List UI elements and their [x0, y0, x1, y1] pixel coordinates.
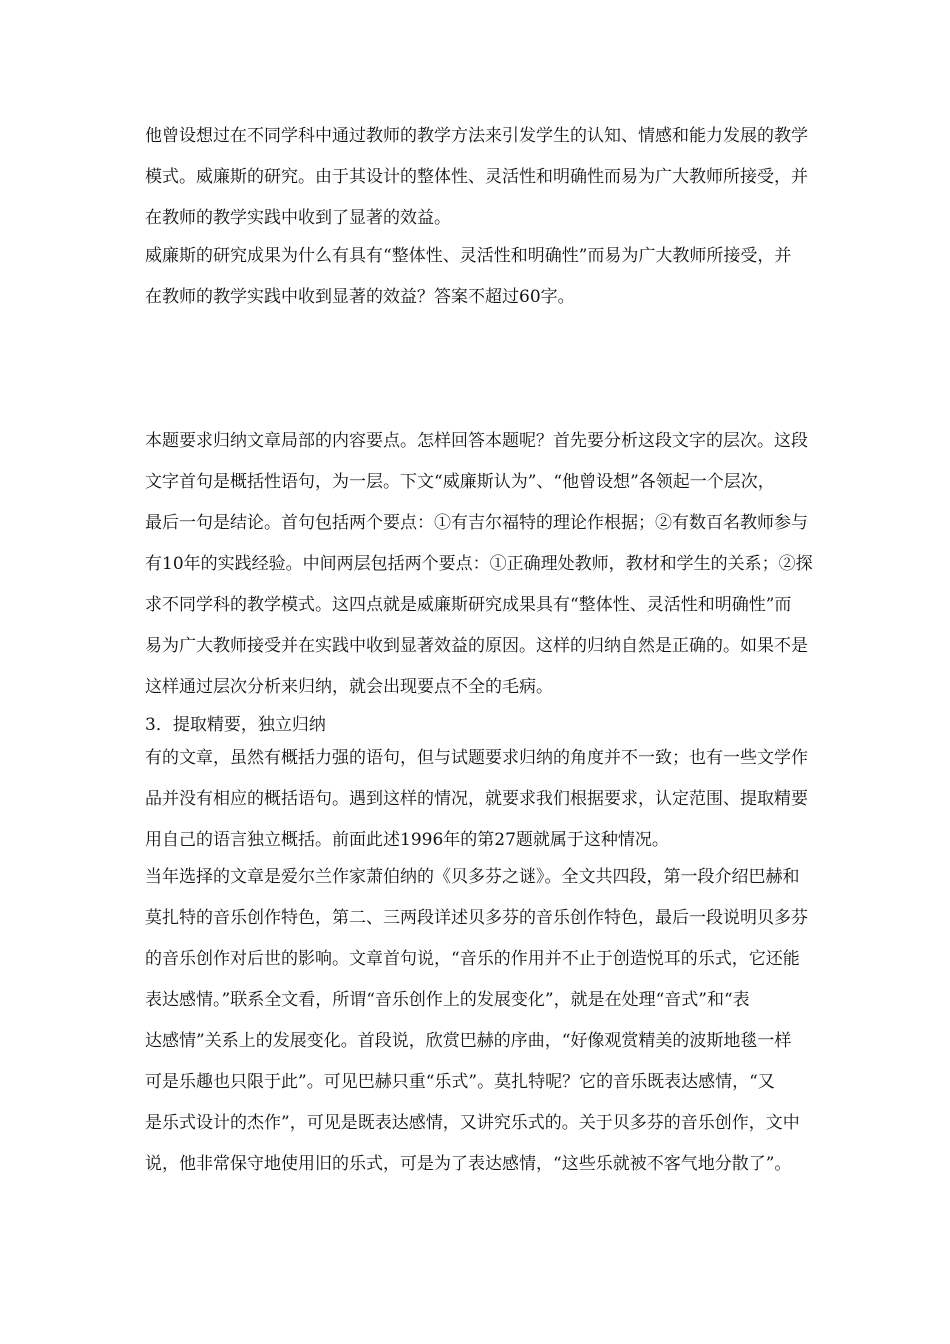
- text-line: 是乐式设计的杰作”，可见是既表达感情，又讲究乐式的。关于贝多芬的音乐创作，文中: [145, 1113, 800, 1133]
- text-line: 这样通过层次分析来归纳，就会出现要点不全的毛病。: [145, 677, 553, 697]
- text-line: 用自己的语言独立概括。前面此述1996年的第27题就属于这种情况。: [145, 830, 669, 850]
- text-line: 的音乐创作对后世的影响。文章首句说，“音乐的作用并不止于创造悦耳的乐式，它还能: [145, 949, 800, 969]
- paragraph-4: [145, 864, 825, 1177]
- question-paragraph: [145, 243, 825, 310]
- section-3-heading: 3．提取精要，独立归纳: [145, 715, 326, 735]
- text-line: 最后一句是结论。首句包括两个要点：①有吉尔福特的理论作根据；②有数百名教师参与: [145, 513, 808, 533]
- text-line: 在教师的教学实践中收到了显著的效益。: [145, 208, 451, 228]
- text-line: 文字首句是概括性语句，为一层。下文“威廉斯认为”、“他曾设想”各领起一个层次，: [145, 472, 775, 492]
- text-line: 有的文章，虽然有概括力强的语句，但与试题要求归纳的角度并不一致；也有一些文学作: [145, 748, 808, 768]
- text-line: 表达感情。”联系全文看，所谓“音乐创作上的发展变化”，就是在处理“音式”和“表: [145, 990, 750, 1010]
- text-line: 说，他非常保守地使用旧的乐式，可是为了表达感情，“这些乐就被不客气地分散了”。: [145, 1154, 792, 1174]
- paragraph-intro: [145, 123, 825, 231]
- text-line: 品并没有相应的概括语句。遇到这样的情况，就要求我们根据要求，认定范围、提取精要: [145, 789, 808, 809]
- text-line: 易为广大教师接受并在实践中收到显著效益的原因。这样的归纳自然是正确的。如果不是: [145, 636, 808, 656]
- text-line: 有10年的实践经验。中间两层包括两个要点：①正确理处教师，教材和学生的关系；②探: [145, 554, 813, 574]
- text-line: 达感情”关系上的发展变化。首段说，欣赏巴赫的序曲，“好像观赏精美的波斯地毯一样: [145, 1031, 792, 1051]
- text-line: 威廉斯的研究成果为什么有具有“整体性、灵活性和明确性”而易为广大教师所接受，并: [145, 246, 792, 266]
- text-line: 求不同学科的教学模式。这四点就是威廉斯研究成果具有“整体性、灵活性和明确性”而: [145, 595, 792, 615]
- text-line: 可是乐趣也只限于此”。可见巴赫只重“乐式”。莫扎特呢？它的音乐既表达感情，“又: [145, 1072, 775, 1092]
- text-line: 他曾设想过在不同学科中通过教师的教学方法来引发学生的认知、情感和能力发展的教学: [145, 126, 808, 146]
- text-line: 当年选择的文章是爱尔兰作家萧伯纳的《贝多芬之谜》。全文共四段，第一段介绍巴赫和: [145, 867, 800, 887]
- paragraph-3: [145, 745, 825, 853]
- section-heading: [145, 712, 825, 738]
- text-line: 在教师的教学实践中收到显著的效益？答案不超过60字。: [145, 287, 575, 307]
- text-line: 莫扎特的音乐创作特色，第二、三两段详述贝多芬的音乐创作特色，最后一段说明贝多芬: [145, 908, 808, 928]
- text-line: 模式。威廉斯的研究。由于其设计的整体性、灵活性和明确性而易为广大教师所接受，并: [145, 167, 808, 187]
- text-line: 本题要求归纳文章局部的内容要点。怎样回答本题呢？首先要分析这段文字的层次。这段: [145, 431, 808, 451]
- analysis-paragraph: [145, 428, 825, 700]
